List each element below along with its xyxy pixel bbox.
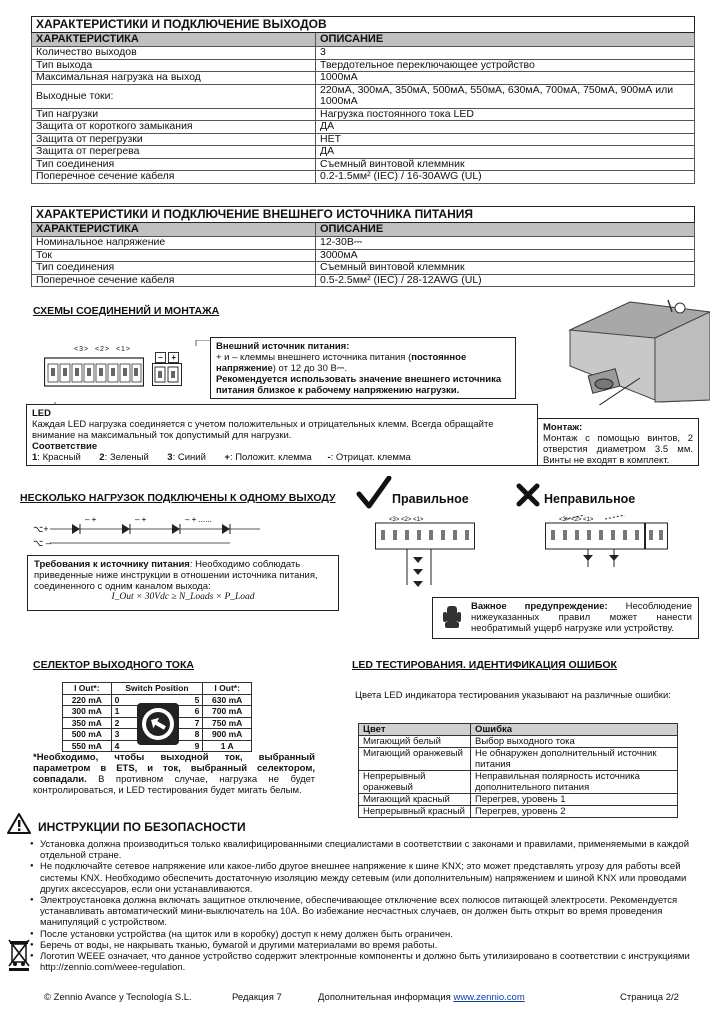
table-cell: 0.2-1.5мм² (IEC) / 16-30AWG (UL) bbox=[316, 171, 695, 184]
legend-key: 1 bbox=[32, 452, 38, 463]
table-cell: 3000мА bbox=[316, 249, 695, 262]
footer-page-number: Страница 2/2 bbox=[620, 992, 679, 1003]
warn-title: Важное предупреждение: bbox=[471, 601, 608, 612]
table-cell: Номинальное напряжение bbox=[32, 237, 316, 250]
list-item: ● Установка должна производиться только квалифицированными специалистами в соответствии с законами и правилами, применяемыми в каждой отдельной стране. bbox=[30, 839, 690, 861]
table-cell: 12-30В⎓ bbox=[316, 237, 695, 250]
mount-text: Монтаж с помощью винтов, 2 отверстия диаметром 3.5 мм. Винты не входят в комплект. bbox=[543, 433, 693, 466]
table-cell: Защита от перегрузки bbox=[32, 133, 316, 146]
table-cell: 700 mA bbox=[203, 706, 252, 718]
table-cell: 630 mA bbox=[203, 694, 252, 706]
terminal-label: <2> bbox=[94, 346, 111, 353]
table-cell: Мигающий красный bbox=[359, 794, 471, 806]
footer-more-info bbox=[318, 992, 525, 1003]
table-cell: НЕТ bbox=[316, 133, 695, 146]
weee-bin-icon bbox=[8, 938, 30, 972]
table-cell: 350 mA bbox=[63, 717, 112, 729]
ext-psu-text: ) от 12 до 30 В⎓. bbox=[272, 363, 348, 374]
table-cell: 4 bbox=[111, 740, 157, 752]
col-header: ХАРАКТЕРИСТИКА bbox=[32, 223, 316, 237]
table-cell: 8 bbox=[157, 729, 203, 741]
col-header: Ошибка bbox=[471, 724, 678, 736]
ext-psu-title: Внешний источник питания: bbox=[216, 341, 350, 352]
legend-val: : Зеленый bbox=[104, 452, 149, 463]
table-cell: Нагрузка постоянного тока LED bbox=[316, 108, 695, 121]
led-box bbox=[26, 404, 538, 466]
svg-text:– +: – + bbox=[85, 515, 97, 524]
legend-title: Соответствие bbox=[32, 441, 98, 452]
table-cell: Тип выхода bbox=[32, 59, 316, 72]
footer-website-link[interactable]: www.zennio.com bbox=[453, 992, 525, 1003]
safety-heading: ИНСТРУКЦИИ ПО БЕЗОПАСНОСТИ bbox=[38, 820, 246, 834]
table-cell: Защита от перегрева bbox=[32, 146, 316, 159]
col-header: ХАРАКТЕРИСТИКА bbox=[32, 33, 316, 47]
power-spec-table bbox=[31, 206, 695, 287]
table-cell: Количество выходов bbox=[32, 47, 316, 60]
svg-text:<3> <2> <1>: <3> <2> <1> bbox=[389, 517, 424, 523]
table-cell: 750 mA bbox=[203, 717, 252, 729]
list-item: ● После установки устройства (на щиток или в коробку) доступ к нему должен быть ограничен. bbox=[30, 929, 690, 940]
led-text: Каждая LED нагрузка соединяется с учетом положительных и отрицательных клемм. Всегда обращайте внимание на максимальный ток допустимый для нагрузки. bbox=[32, 419, 494, 441]
svg-text:⌥ –: ⌥ – bbox=[33, 538, 51, 548]
legend-key: + bbox=[224, 452, 230, 463]
table-cell: 550 mA bbox=[63, 740, 112, 752]
table-cell: 9 bbox=[157, 740, 203, 752]
table-cell: 900 mA bbox=[203, 729, 252, 741]
note-bold: *Необходимо, чтобы выходной ток, выбранный параметром в ETS, и ток, выбранный селектором, совпадали. bbox=[33, 752, 315, 785]
col-header: Switch Position bbox=[111, 683, 203, 695]
col-header: Цвет bbox=[359, 724, 471, 736]
table-cell: Не обнаружен дополнительный источник питания bbox=[471, 748, 678, 771]
mount-title: Монтаж: bbox=[543, 422, 583, 433]
table-cell: 500 mA bbox=[63, 729, 112, 741]
table-cell: Съемный винтовой клеммник bbox=[316, 262, 695, 275]
ext-psu-text: + и – клеммы внешнего источника питания ( bbox=[216, 352, 412, 363]
psu-minus-label: – bbox=[155, 352, 166, 363]
power-table-title: ХАРАКТЕРИСТИКИ И ПОДКЛЮЧЕНИЕ ВНЕШНЕГО ИСТОЧНИКА ПИТАНИЯ bbox=[32, 207, 695, 223]
req-title: Требования к источнику питания bbox=[34, 559, 190, 570]
table-cell: 220мА, 300мА, 350мА, 500мА, 550мА, 630мА, 700мА, 750мА, 900мА или 1000мА bbox=[316, 84, 695, 108]
table-cell: Непрерывный оранжевый bbox=[359, 771, 471, 794]
table-cell: Неправильная полярность источника дополнительного питания bbox=[471, 771, 678, 794]
safety-list bbox=[30, 839, 690, 973]
outputs-table-title: ХАРАКТЕРИСТИКИ И ПОДКЛЮЧЕНИЕ ВЫХОДОВ bbox=[32, 17, 695, 33]
svg-text:– + ......: – + ...... bbox=[185, 515, 212, 524]
table-cell: Мигающий оранжевый bbox=[359, 748, 471, 771]
mounting-box bbox=[537, 418, 699, 466]
table-cell: 5 bbox=[157, 694, 203, 706]
table-cell: 300 mA bbox=[63, 706, 112, 718]
table-cell: ДА bbox=[316, 146, 695, 159]
wrong-label: Неправильное bbox=[544, 492, 636, 506]
table-cell: Тип соединения bbox=[32, 158, 316, 171]
col-header: I Out*: bbox=[203, 683, 252, 695]
table-cell: 6 bbox=[157, 706, 203, 718]
warning-triangle-icon bbox=[7, 812, 31, 834]
table-cell: Поперечное сечение кабеля bbox=[32, 171, 316, 184]
table-cell: 220 mA bbox=[63, 694, 112, 706]
table-cell: Ток bbox=[32, 249, 316, 262]
selector-note bbox=[33, 752, 315, 796]
table-cell: 7 bbox=[157, 717, 203, 729]
footer-company: © Zennio Avance y Tecnología S.L. bbox=[44, 992, 192, 1003]
led-title: LED bbox=[32, 408, 51, 419]
legend-val: : Красный bbox=[37, 452, 81, 463]
terminal-label: <1> bbox=[115, 346, 132, 353]
table-cell: Выходные токи: bbox=[32, 84, 316, 108]
table-cell: 3 bbox=[316, 47, 695, 60]
table-cell: Тип соединения bbox=[32, 262, 316, 275]
wrong-wiring-diagram bbox=[545, 515, 705, 575]
terminal-label: <3> bbox=[74, 346, 90, 353]
table-cell: Съемный винтовой клеммник bbox=[316, 158, 695, 171]
note-rest: В противном случае, нагрузка не будет контролироваться, и LED тестирования будет мигать белым. bbox=[33, 774, 315, 796]
table-cell: 1000мА bbox=[316, 72, 695, 85]
led-chain-diagram bbox=[30, 512, 270, 552]
req-text: : Необходимо соблюдать приведенные ниже инструкции в отношении источника питания, соединенного с одним каналом выхода: bbox=[34, 559, 318, 592]
correct-label: Правильное bbox=[392, 492, 469, 506]
table-cell: Выбор выходного тока bbox=[471, 736, 678, 748]
correct-wiring-diagram bbox=[375, 515, 475, 590]
requirements-box bbox=[27, 555, 339, 611]
warn-text: Несоблюдение нижеуказанных правил может нанести необратимый ущерб нагрузке или устройству. bbox=[471, 601, 692, 634]
legend-row bbox=[32, 452, 532, 463]
multi-heading: НЕСКОЛЬКО НАГРУЗОК ПОДКЛЮЧЕНЫ К ОДНОМУ ВЫХОДУ bbox=[20, 492, 336, 504]
external-psu-box bbox=[210, 337, 516, 399]
svg-text:⌥+: ⌥+ bbox=[33, 524, 49, 534]
table-cell: 0 bbox=[111, 694, 157, 706]
cross-icon bbox=[516, 483, 540, 507]
legend-val: : Положит. клемма bbox=[229, 452, 312, 463]
footer-edition: Редакция 7 bbox=[232, 992, 282, 1003]
wiring-heading: СХЕМЫ СОЕДИНЕНИЙ И МОНТАЖА bbox=[33, 305, 220, 317]
svg-text:– +: – + bbox=[135, 515, 147, 524]
table-cell: Защита от короткого замыкания bbox=[32, 121, 316, 134]
table-cell: Перегрев, уровень 1 bbox=[471, 794, 678, 806]
table-cell: 0.5-2.5мм² (IEC) / 28-12AWG (UL) bbox=[316, 274, 695, 287]
formula: I_Out × 30Vdc ≥ N_Loads × P_Load bbox=[111, 592, 255, 602]
table-cell: Перегрев, уровень 2 bbox=[471, 806, 678, 818]
rotary-switch-icon bbox=[136, 702, 180, 746]
led-test-intro: Цвета LED индикатора тестирования указывают на различные ошибки: bbox=[355, 690, 671, 701]
table-cell: 1 bbox=[111, 706, 157, 718]
table-cell: Тип нагрузки bbox=[32, 108, 316, 121]
ext-psu-bold: постоянное напряжение bbox=[216, 352, 467, 374]
table-cell: Мигающий белый bbox=[359, 736, 471, 748]
list-item: ● Беречь от воды, не накрывать тканью, бумагой и другими материалами во время работы. bbox=[30, 940, 690, 951]
legend-key: 2 bbox=[99, 452, 105, 463]
list-item: ● Логотип WEEE означает, что данное устройство содержит электронные компоненты и должно быть утилизировано в соответствии с инструкциями http://zennio.com/weee-regulation. bbox=[30, 951, 690, 973]
legend-val: : Синий bbox=[172, 452, 206, 463]
ext-psu-recommend: Рекомендуется использовать значение внешнего источника питания близкое к рабочему напряжению нагрузки. bbox=[216, 374, 502, 396]
svg-text:<3> <2> <1>: <3> <2> <1> bbox=[559, 517, 594, 523]
table-cell: Непрерывный красный bbox=[359, 806, 471, 818]
device-mounting-drawing bbox=[560, 290, 710, 405]
led-test-heading: LED ТЕСТИРОВАНИЯ. ИДЕНТИФИКАЦИЯ ОШИБОК bbox=[352, 659, 617, 671]
legend-key: 3 bbox=[167, 452, 173, 463]
table-cell: 2 bbox=[111, 717, 157, 729]
list-item: ● Не подключайте сетевое напряжение или какое-либо другое внешнее напряжение к шине KNX; это может представлять угрозу для работы всей системы KNX. Необходимо обеспечить достаточную изоляцию между сетевым (или дополнительным) напряжением и шиной KNX или проводами других аксессуаров, если они устанавливаются. bbox=[30, 861, 690, 895]
col-header: ОПИСАНИЕ bbox=[316, 33, 695, 47]
table-cell: 1 A bbox=[203, 740, 252, 752]
legend-val: : Отрицат. клемма bbox=[330, 452, 411, 463]
hand-warning-icon bbox=[439, 604, 465, 630]
table-cell: Поперечное сечение кабеля bbox=[32, 274, 316, 287]
warning-box bbox=[432, 597, 699, 639]
legend-key: - bbox=[327, 452, 331, 463]
psu-plus-label: + bbox=[168, 352, 179, 363]
outputs-spec-table bbox=[31, 16, 695, 184]
footer-more-text: Дополнительная информация bbox=[318, 992, 454, 1003]
table-cell: Твердотельное переключающее устройство bbox=[316, 59, 695, 72]
table-cell: Максимальная нагрузка на выход bbox=[32, 72, 316, 85]
col-header: ОПИСАНИЕ bbox=[316, 223, 695, 237]
col-header: I Out*: bbox=[63, 683, 112, 695]
table-cell: ДА bbox=[316, 121, 695, 134]
list-item: ● Электроустановка должна включать защитное отключение, обеспечивающее отключение всех полюсов питающей электросети. Рекомендуется устанавливать автоматический мини-выключатель на 10А. Во избежание несчастных случаев, он должен быть открыт во время проведения манипуляций с устройством. bbox=[30, 895, 690, 929]
led-error-table bbox=[358, 723, 678, 818]
selector-heading: СЕЛЕКТОР ВЫХОДНОГО ТОКА bbox=[33, 659, 194, 671]
checkmark-icon bbox=[356, 476, 392, 512]
table-cell: 3 bbox=[111, 729, 157, 741]
